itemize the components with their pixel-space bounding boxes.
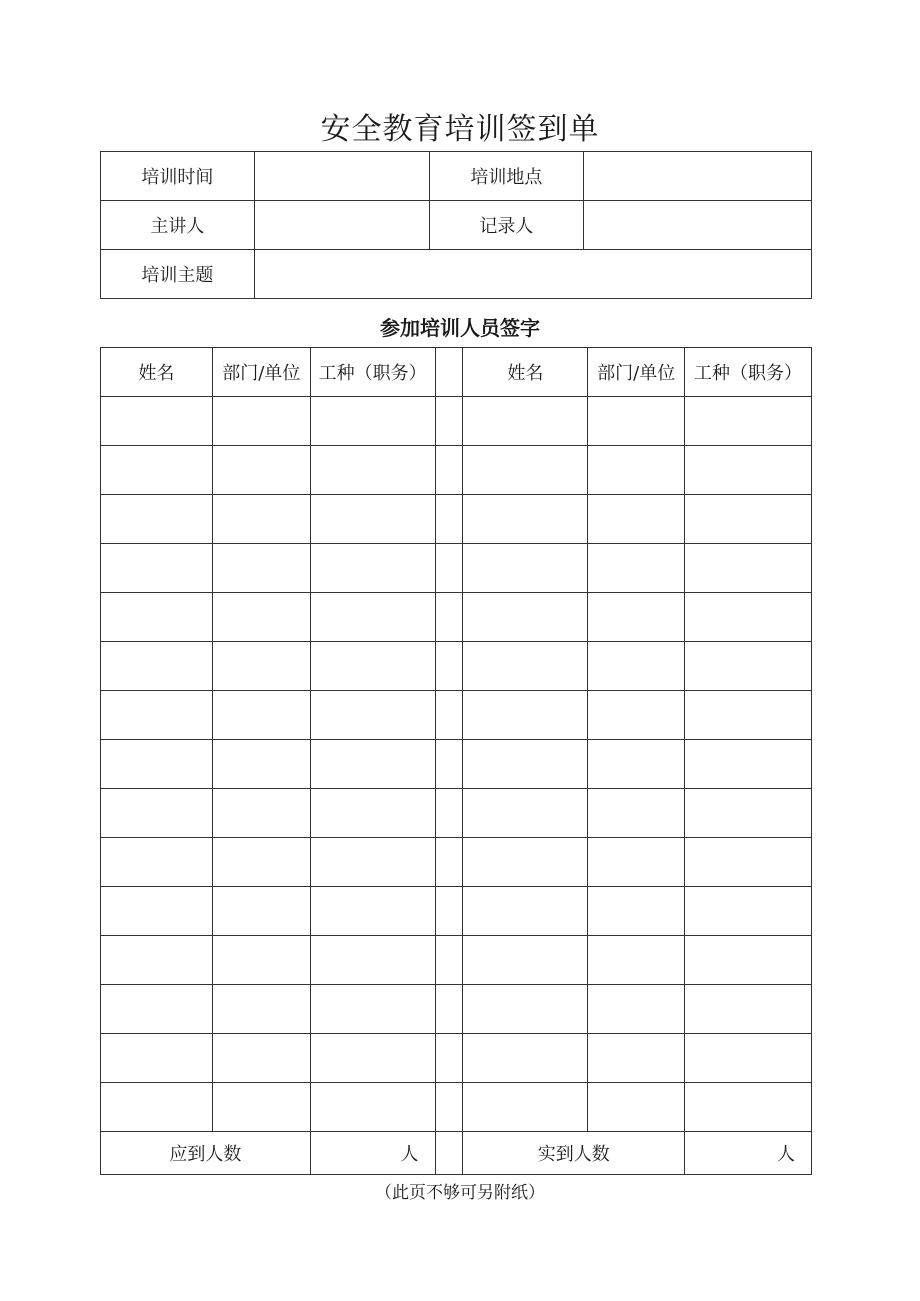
role-cell-right[interactable] <box>685 1083 812 1132</box>
name-cell-right[interactable] <box>463 740 588 789</box>
dept-cell-left[interactable] <box>212 642 310 691</box>
dept-cell-left[interactable] <box>212 593 310 642</box>
column-gap <box>435 495 463 544</box>
column-gap <box>435 740 463 789</box>
name-cell-left[interactable] <box>101 887 213 936</box>
role-cell-left[interactable] <box>310 593 435 642</box>
dept-cell-right[interactable] <box>588 985 685 1034</box>
name-cell-right[interactable] <box>463 887 588 936</box>
role-cell-left[interactable] <box>310 789 435 838</box>
place-label: 培训地点 <box>429 152 584 201</box>
attendee-row <box>101 691 812 740</box>
dept-cell-right[interactable] <box>588 593 685 642</box>
dept-cell-right[interactable] <box>588 544 685 593</box>
time-label: 培训时间 <box>101 152 255 201</box>
name-cell-right[interactable] <box>463 544 588 593</box>
column-gap <box>435 397 463 446</box>
col-dept-right: 部门/单位 <box>588 348 685 397</box>
role-cell-left[interactable] <box>310 740 435 789</box>
name-cell-left[interactable] <box>101 446 213 495</box>
name-cell-left[interactable] <box>101 544 213 593</box>
name-cell-left[interactable] <box>101 1083 213 1132</box>
dept-cell-left[interactable] <box>212 1034 310 1083</box>
recorder-label: 记录人 <box>429 201 584 250</box>
col-dept-left: 部门/单位 <box>212 348 310 397</box>
name-cell-right[interactable] <box>463 1034 588 1083</box>
topic-field[interactable] <box>254 250 811 299</box>
column-gap <box>435 593 463 642</box>
column-gap <box>435 789 463 838</box>
name-cell-left[interactable] <box>101 397 213 446</box>
name-cell-left[interactable] <box>101 789 213 838</box>
role-cell-right[interactable] <box>685 838 812 887</box>
name-cell-left[interactable] <box>101 691 213 740</box>
speaker-label: 主讲人 <box>101 201 255 250</box>
role-cell-left[interactable] <box>310 936 435 985</box>
role-cell-right[interactable] <box>685 985 812 1034</box>
role-cell-right[interactable] <box>685 397 812 446</box>
column-gap <box>435 887 463 936</box>
attendee-row <box>101 838 812 887</box>
attendee-row <box>101 397 812 446</box>
column-gap <box>435 544 463 593</box>
role-cell-right[interactable] <box>685 544 812 593</box>
training-info-table <box>100 151 812 299</box>
dept-cell-left[interactable] <box>212 985 310 1034</box>
dept-cell-right[interactable] <box>588 495 685 544</box>
name-cell-left[interactable] <box>101 593 213 642</box>
dept-cell-right[interactable] <box>588 1083 685 1132</box>
time-field[interactable] <box>254 152 429 201</box>
attendee-row <box>101 544 812 593</box>
role-cell-left[interactable] <box>310 1034 435 1083</box>
name-cell-left[interactable] <box>101 495 213 544</box>
col-role-right: 工种（职务） <box>685 348 812 397</box>
name-cell-left[interactable] <box>101 936 213 985</box>
col-role-left: 工种（职务） <box>310 348 435 397</box>
name-cell-right[interactable] <box>463 495 588 544</box>
attendee-row <box>101 1034 812 1083</box>
attendee-row <box>101 495 812 544</box>
name-cell-left[interactable] <box>101 642 213 691</box>
name-cell-right[interactable] <box>463 936 588 985</box>
role-cell-right[interactable] <box>685 789 812 838</box>
dept-cell-right[interactable] <box>588 1034 685 1083</box>
info-row-time-place <box>101 152 812 201</box>
col-name-right: 姓名 <box>463 348 588 397</box>
expected-count-field[interactable]: 人 <box>310 1132 435 1175</box>
name-cell-left[interactable] <box>101 740 213 789</box>
name-cell-left[interactable] <box>101 838 213 887</box>
info-row-topic <box>101 250 812 299</box>
role-cell-left[interactable] <box>310 691 435 740</box>
page-title: 安全教育培训签到单 <box>320 112 600 147</box>
role-cell-right[interactable] <box>685 691 812 740</box>
column-gap <box>435 838 463 887</box>
recorder-field[interactable] <box>584 201 812 250</box>
role-cell-right[interactable] <box>685 593 812 642</box>
role-cell-right[interactable] <box>685 936 812 985</box>
role-cell-right[interactable] <box>685 1034 812 1083</box>
column-gap <box>435 1034 463 1083</box>
column-gap <box>435 1132 463 1175</box>
column-gap <box>435 1083 463 1132</box>
dept-cell-left[interactable] <box>212 1083 310 1132</box>
dept-cell-left[interactable] <box>212 691 310 740</box>
role-cell-left[interactable] <box>310 1083 435 1132</box>
name-cell-right[interactable] <box>463 593 588 642</box>
dept-cell-right[interactable] <box>588 691 685 740</box>
role-cell-left[interactable] <box>310 838 435 887</box>
dept-cell-right[interactable] <box>588 887 685 936</box>
attendee-row <box>101 985 812 1034</box>
attendee-row <box>101 593 812 642</box>
dept-cell-left[interactable] <box>212 789 310 838</box>
attendee-header-row <box>101 348 812 397</box>
name-cell-right[interactable] <box>463 691 588 740</box>
actual-count-label: 实到人数 <box>463 1132 685 1175</box>
attendee-count-row <box>101 1132 812 1175</box>
role-cell-right[interactable] <box>685 495 812 544</box>
role-cell-left[interactable] <box>310 642 435 691</box>
column-gap <box>435 691 463 740</box>
footnote: （此页不够可另附纸） <box>375 1183 545 1203</box>
attendee-table <box>100 347 812 1175</box>
dept-cell-right[interactable] <box>588 740 685 789</box>
attendee-row <box>101 1083 812 1132</box>
column-gap <box>435 446 463 495</box>
dept-cell-left[interactable] <box>212 544 310 593</box>
actual-count-field[interactable]: 人 <box>685 1132 812 1175</box>
attendee-row <box>101 642 812 691</box>
column-gap <box>435 936 463 985</box>
dept-cell-left[interactable] <box>212 740 310 789</box>
speaker-field[interactable] <box>254 201 429 250</box>
name-cell-left[interactable] <box>101 1034 213 1083</box>
column-gap <box>435 642 463 691</box>
attendee-row <box>101 740 812 789</box>
role-cell-left[interactable] <box>310 397 435 446</box>
dept-cell-right[interactable] <box>588 789 685 838</box>
info-row-speaker-recorder <box>101 201 812 250</box>
role-cell-right[interactable] <box>685 887 812 936</box>
role-cell-left[interactable] <box>310 985 435 1034</box>
column-gap <box>435 985 463 1034</box>
dept-cell-left[interactable] <box>212 887 310 936</box>
role-cell-left[interactable] <box>310 495 435 544</box>
dept-cell-left[interactable] <box>212 397 310 446</box>
expected-count-label: 应到人数 <box>101 1132 311 1175</box>
dept-cell-right[interactable] <box>588 642 685 691</box>
attendee-row <box>101 936 812 985</box>
name-cell-right[interactable] <box>463 397 588 446</box>
dept-cell-right[interactable] <box>588 446 685 495</box>
topic-label: 培训主题 <box>101 250 255 299</box>
dept-cell-left[interactable] <box>212 936 310 985</box>
name-cell-right[interactable] <box>463 1083 588 1132</box>
name-cell-right[interactable] <box>463 838 588 887</box>
attendee-row <box>101 887 812 936</box>
dept-cell-left[interactable] <box>212 495 310 544</box>
dept-cell-right[interactable] <box>588 397 685 446</box>
role-cell-right[interactable] <box>685 740 812 789</box>
dept-cell-left[interactable] <box>212 446 310 495</box>
section-title: 参加培训人员签字 <box>380 316 540 340</box>
dept-cell-right[interactable] <box>588 936 685 985</box>
dept-cell-right[interactable] <box>588 838 685 887</box>
dept-cell-left[interactable] <box>212 838 310 887</box>
name-cell-right[interactable] <box>463 446 588 495</box>
role-cell-left[interactable] <box>310 544 435 593</box>
column-gap <box>435 348 463 397</box>
role-cell-right[interactable] <box>685 446 812 495</box>
attendee-row <box>101 789 812 838</box>
place-field[interactable] <box>584 152 812 201</box>
role-cell-left[interactable] <box>310 446 435 495</box>
name-cell-right[interactable] <box>463 789 588 838</box>
attendee-row <box>101 446 812 495</box>
role-cell-right[interactable] <box>685 642 812 691</box>
role-cell-left[interactable] <box>310 887 435 936</box>
name-cell-right[interactable] <box>463 642 588 691</box>
name-cell-right[interactable] <box>463 985 588 1034</box>
name-cell-left[interactable] <box>101 985 213 1034</box>
col-name-left: 姓名 <box>101 348 213 397</box>
